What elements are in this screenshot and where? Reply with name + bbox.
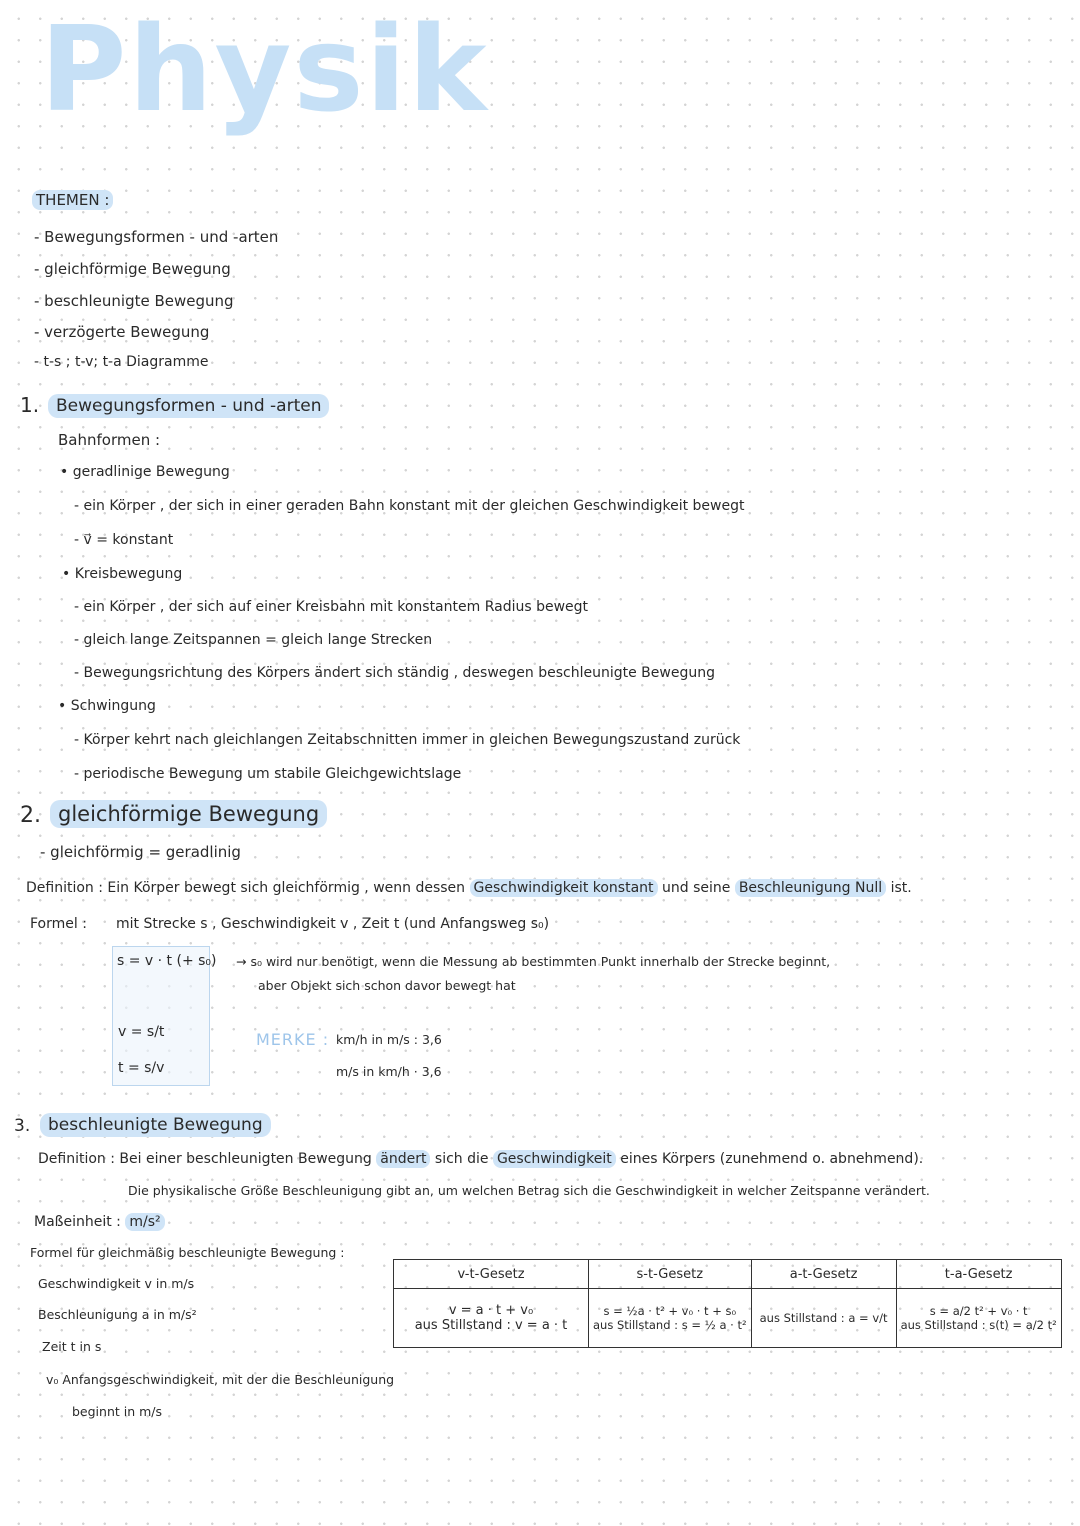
themen-item: - t-s ; t-v; t-a Diagramme [34,354,209,370]
bullet-line: - periodische Bewegung um stabile Gleichgewichtslage [74,766,462,782]
bullet-line: - gleich lange Zeitspannen = gleich lange Strecken [74,632,433,648]
bullet-title: • Schwingung [58,698,156,714]
note-line: aber Objekt sich schon davor bewegt hat [258,978,516,993]
formula: s = v · t (+ s₀) [117,953,217,969]
section-number: 2. [20,803,41,828]
table-cell: s = ½a · t² + v₀ · t + s₀ aus Stillstand : s = ½ a · t² [589,1289,752,1348]
text-line: - gleichförmig = geradlinig [40,843,241,861]
formel-label: Formel für gleichmäßig beschleunigte Bewegung : [30,1245,345,1260]
section-subtitle: Bahnformen : [58,431,161,449]
bullet-line: - Körper kehrt nach gleichlangen Zeitabschnitten immer in gleichen Bewegungszustand zurück [74,732,741,748]
table-header: v-t-Gesetz [394,1260,589,1289]
formel-label: Formel : [30,916,87,932]
definition-line: Die physikalische Größe Beschleunigung gibt an, um welchen Betrag sich die Geschwindigkeit in welcher Zeitspanne verändert. [128,1183,930,1198]
section-title: Bewegungsformen - und -arten [48,396,329,416]
bullet-line: - ein Körper , der sich in einer geraden Bahn konstant mit der gleichen Geschwindigkeit bewegt [74,498,745,514]
section-title: gleichförmige Bewegung [50,802,327,826]
unit-line: Zeit t in s [42,1339,102,1354]
unit-line: beginnt in m/s [72,1404,163,1419]
themen-item: - verzögerte Bewegung [34,323,210,341]
table-cell: aus Stillstand : a = v/t [751,1289,896,1348]
table-cell: s = a/2 t² + v₀ · t aus Stillstand : s(t) = a/2 t² [896,1289,1061,1348]
definition-block: Definition : Ein Körper bewegt sich gleichförmig , wenn dessen Geschwindigkeit konstant und seine Beschleunigung Null ist. [26,880,912,896]
formel-text: mit Strecke s , Geschwindigkeit v , Zeit t (und Anfangsweg s₀) [116,916,550,932]
definition-block: Definition : Bei einer beschleunigten Bewegung ändert sich die Geschwindigkeit eines Körpers (zunehmend o. abnehmend). [38,1151,924,1167]
bullet-title: • geradlinige Bewegung [60,464,230,480]
note-line: → s₀ wird nur benötigt, wenn die Messung ab bestimmten Punkt innerhalb der Strecke beginnt, [236,954,831,969]
section-number: 1. [20,393,40,417]
bullet-title: • Kreisbewegung [62,566,183,582]
themen-item: - Bewegungsformen - und -arten [34,228,279,246]
formula: t = s/v [118,1060,165,1076]
table-header: a-t-Gesetz [751,1260,896,1289]
table-header: t-a-Gesetz [896,1260,1061,1289]
bullet-line: - Bewegungsrichtung des Körpers ändert sich ständig , deswegen beschleunigte Bewegung [74,665,715,681]
themen-label: THEMEN : [32,191,113,209]
section-title: beschleunigte Bewegung [40,1115,271,1135]
merke-line: m/s in km/h · 3,6 [336,1064,442,1079]
merke-line: km/h in m/s : 3,6 [336,1032,442,1047]
bullet-line: - ein Körper , der sich auf einer Kreisbahn mit konstantem Radius bewegt [74,599,589,615]
section-number: 3. [14,1116,31,1136]
unit-line: v₀ Anfangsgeschwindigkeit, mit der die Beschleunigung [46,1372,395,1387]
formula: v = s/t [118,1024,165,1040]
laws-table [393,1259,1062,1348]
unit-line: Beschleunigung a in m/s² [38,1307,197,1322]
masseinheit: Maßeinheit : m/s² [34,1214,165,1230]
merke-label: MERKE : [256,1030,330,1049]
table-cell: v = a · t + v₀ aus Stillstand : v = a · t [394,1289,589,1348]
page-title: Physik [40,0,489,138]
themen-item: - gleichförmige Bewegung [34,260,231,278]
unit-line: Geschwindigkeit v in m/s [38,1276,195,1291]
table-header: s-t-Gesetz [589,1260,752,1289]
bullet-line: - v⃗ = konstant [74,532,174,548]
themen-item: - beschleunigte Bewegung [34,292,234,310]
